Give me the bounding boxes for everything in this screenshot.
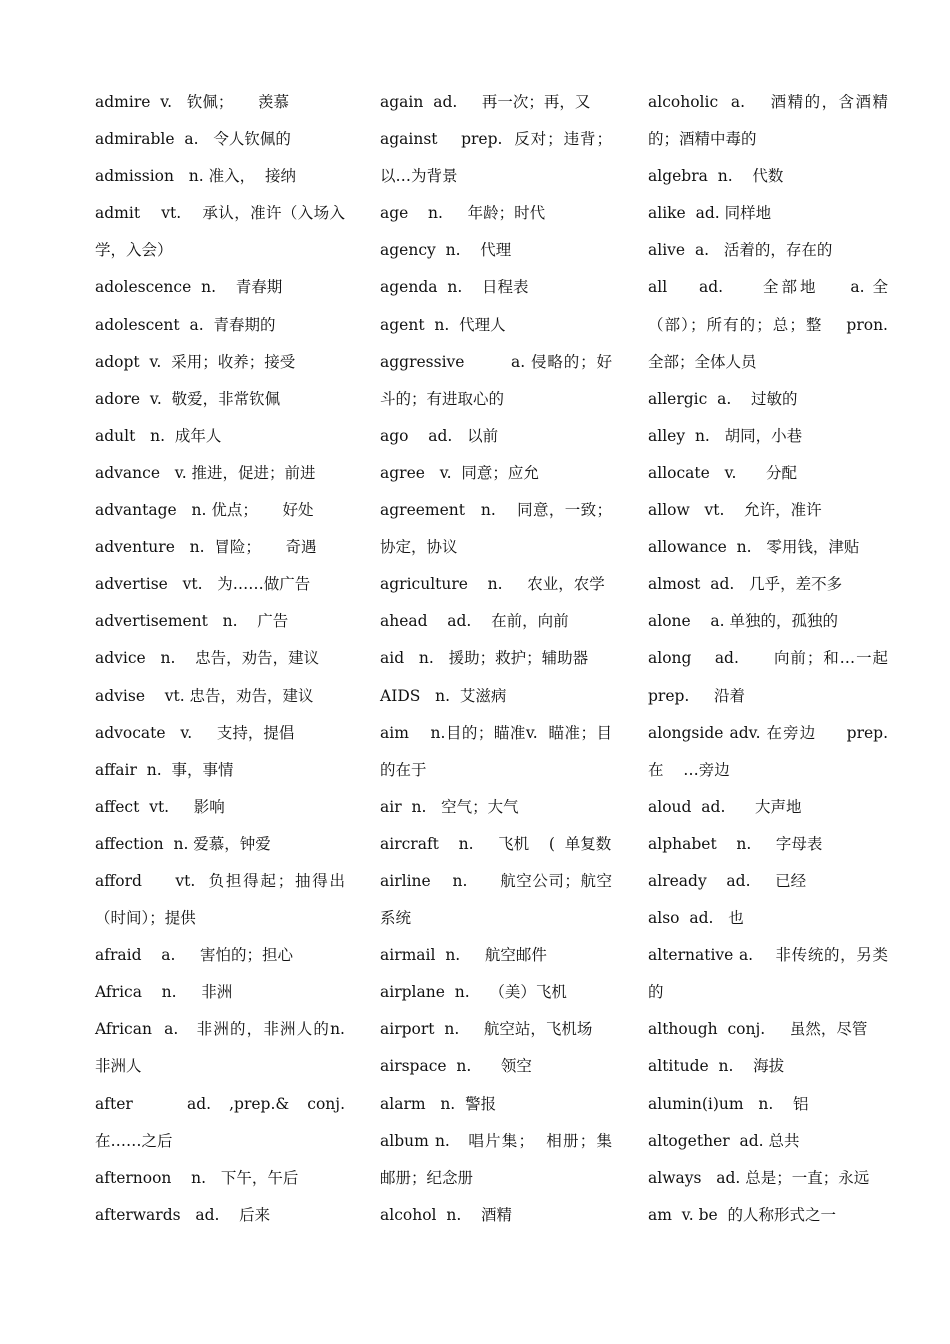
vocabulary-entry: aim n.目的；瞄准v. 瞄准；目的在于 bbox=[380, 723, 612, 779]
vocabulary-entry: alone a. 单独的，孤独的 bbox=[648, 612, 838, 631]
vocabulary-entry: advocate v. 支持，提倡 bbox=[95, 723, 295, 742]
vocabulary-entry: adolescent a. 青春期的 bbox=[95, 315, 276, 334]
vocabulary-entry: aircraft n. 飞机 ( 单复数 bbox=[380, 834, 612, 853]
vocabulary-entry: advise vt. 忠告，劝告，建议 bbox=[95, 686, 314, 705]
vocabulary-entry: airmail n. 航空邮件 bbox=[380, 946, 547, 965]
vocabulary-entry: afternoon n. 下午，午后 bbox=[95, 1168, 299, 1187]
vocabulary-entry: alternative a. 非传统的，另类的 bbox=[648, 946, 888, 1002]
vocabulary-entry: advertise vt. 为……做广告 bbox=[95, 575, 311, 594]
vocabulary-column-1 bbox=[95, 84, 370, 1234]
vocabulary-entry: already ad. 已经 bbox=[648, 871, 807, 890]
vocabulary-entry: altitude n. 海拔 bbox=[648, 1057, 785, 1076]
vocabulary-entry: album n. 唱片集； 相册；集邮册；纪念册 bbox=[380, 1131, 612, 1187]
vocabulary-entry: affair n. 事，事情 bbox=[95, 760, 234, 779]
vocabulary-entry: adopt v. 采用；收养；接受 bbox=[95, 352, 296, 371]
vocabulary-entry: alike ad. 同样地 bbox=[648, 204, 772, 223]
vocabulary-entry: aggressive a. 侵略的；好斗的；有进取心的 bbox=[380, 352, 612, 408]
vocabulary-entry: airport n. 航空站，飞机场 bbox=[380, 1020, 593, 1039]
vocabulary-entry: Africa n. 非洲 bbox=[95, 983, 233, 1002]
vocabulary-entry: alcohol n. 酒精 bbox=[380, 1205, 512, 1224]
vocabulary-entry: advertisement n. 广告 bbox=[95, 612, 289, 631]
vocabulary-entry: air n. 空气；大气 bbox=[380, 797, 519, 816]
vocabulary-entry: also ad. 也 bbox=[648, 909, 744, 928]
vocabulary-entry: African a. 非洲的，非洲人的n. 非洲人 bbox=[95, 1020, 350, 1076]
vocabulary-entry: adore v. 敬爱，非常钦佩 bbox=[95, 389, 281, 408]
vocabulary-entry: admit vt. 承认，准许（入场入学，入会） bbox=[95, 204, 345, 260]
vocabulary-entry: adventure n. 冒险； 奇遇 bbox=[95, 538, 317, 557]
vocabulary-entry: almost ad. 几乎，差不多 bbox=[648, 575, 843, 594]
vocabulary-entry: am v. be 的人称形式之一 bbox=[648, 1205, 837, 1224]
vocabulary-entry: against prep. 反对；违背；以…为背景 bbox=[380, 130, 612, 186]
vocabulary-entry: altogether ad. 总共 bbox=[648, 1131, 800, 1150]
vocabulary-entry: agriculture n. 农业，农学 bbox=[380, 575, 605, 594]
vocabulary-entry: along ad. 向前；和…一起 prep. 沿着 bbox=[648, 649, 893, 705]
vocabulary-entry: alongside adv. 在旁边 prep. 在 …旁边 bbox=[648, 723, 898, 779]
vocabulary-entry: airline n. 航空公司；航空系统 bbox=[380, 871, 612, 928]
vocabulary-entry: admire v. 钦佩； 羡慕 bbox=[95, 93, 290, 111]
vocabulary-entry: adolescence n. 青春期 bbox=[95, 278, 283, 297]
vocabulary-entry: all ad. 全部地 a. 全（部）；所有的；总；整 pron. 全部；全体人员 bbox=[648, 278, 908, 371]
vocabulary-entry: airspace n. 领空 bbox=[380, 1057, 532, 1076]
vocabulary-entry: afraid a. 害怕的；担心 bbox=[95, 946, 294, 965]
vocabulary-entry: advantage n. 优点； 好处 bbox=[95, 501, 314, 520]
vocabulary-entry: ago ad. 以前 bbox=[380, 426, 499, 445]
vocabulary-entry: advice n. 忠告，劝告，建议 bbox=[95, 649, 320, 668]
vocabulary-entry: allergic a. 过敏的 bbox=[648, 389, 798, 408]
vocabulary-entry: allow vt. 允许，准许 bbox=[648, 501, 822, 520]
vocabulary-entry: alcoholic a. 酒精的，含酒精的；酒精中毒的 bbox=[648, 93, 888, 149]
vocabulary-entry: affect vt. 影响 bbox=[95, 797, 225, 816]
vocabulary-entry: alarm n. 警报 bbox=[380, 1094, 497, 1113]
vocabulary-entry: alley n. 胡同，小巷 bbox=[648, 426, 803, 445]
vocabulary-entry: always ad. 总是；一直；永远 bbox=[648, 1168, 870, 1187]
vocabulary-entry: AIDS n. 艾滋病 bbox=[380, 686, 507, 705]
vocabulary-entry: although conj. 虽然，尽管 bbox=[648, 1020, 868, 1039]
vocabulary-entry: again ad. 再一次；再，又 bbox=[380, 93, 591, 111]
vocabulary-entry: agreement n. 同意，一致；协定，协议 bbox=[380, 501, 612, 557]
vocabulary-entry: aid n. 援助；救护；辅助器 bbox=[380, 649, 589, 668]
vocabulary-entry: ahead ad. 在前，向前 bbox=[380, 612, 569, 631]
vocabulary-entry: agent n. 代理人 bbox=[380, 315, 506, 334]
vocabulary-entry: age n. 年龄；时代 bbox=[380, 204, 546, 223]
vocabulary-entry: alumin(i)um n. 铝 bbox=[648, 1094, 809, 1113]
vocabulary-entry: admirable a. 令人钦佩的 bbox=[95, 130, 291, 149]
vocabulary-entry: agency n. 代理 bbox=[380, 241, 512, 260]
vocabulary-entry: admission n. 准入， 接纳 bbox=[95, 167, 296, 186]
vocabulary-entry: afford vt. 负担得起；抽得出（时间）；提供 bbox=[95, 871, 345, 928]
vocabulary-entry: aloud ad. 大声地 bbox=[648, 797, 802, 816]
vocabulary-entry: advance v. 推进，促进；前进 bbox=[95, 463, 316, 482]
vocabulary-entry: alive a. 活着的，存在的 bbox=[648, 241, 833, 260]
vocabulary-entry: agree v. 同意；应允 bbox=[380, 463, 539, 482]
vocabulary-entry: afterwards ad. 后来 bbox=[95, 1205, 271, 1224]
vocabulary-entry: algebra n. 代数 bbox=[648, 167, 784, 186]
vocabulary-entry: airplane n. （美）飞机 bbox=[380, 983, 567, 1002]
vocabulary-entry: after ad. ,prep.& conj. 在……之后 bbox=[95, 1094, 370, 1150]
vocabulary-column-3 bbox=[648, 84, 908, 1234]
vocabulary-column-2 bbox=[380, 84, 612, 1234]
vocabulary-entry: affection n. 爱慕，钟爱 bbox=[95, 834, 271, 853]
vocabulary-entry: allowance n. 零用钱，津贴 bbox=[648, 538, 860, 557]
vocabulary-entry: alphabet n. 字母表 bbox=[648, 834, 823, 853]
vocabulary-entry: adult n. 成年人 bbox=[95, 426, 222, 445]
vocabulary-entry: allocate v. 分配 bbox=[648, 463, 797, 482]
vocabulary-entry: agenda n. 日程表 bbox=[380, 278, 529, 297]
